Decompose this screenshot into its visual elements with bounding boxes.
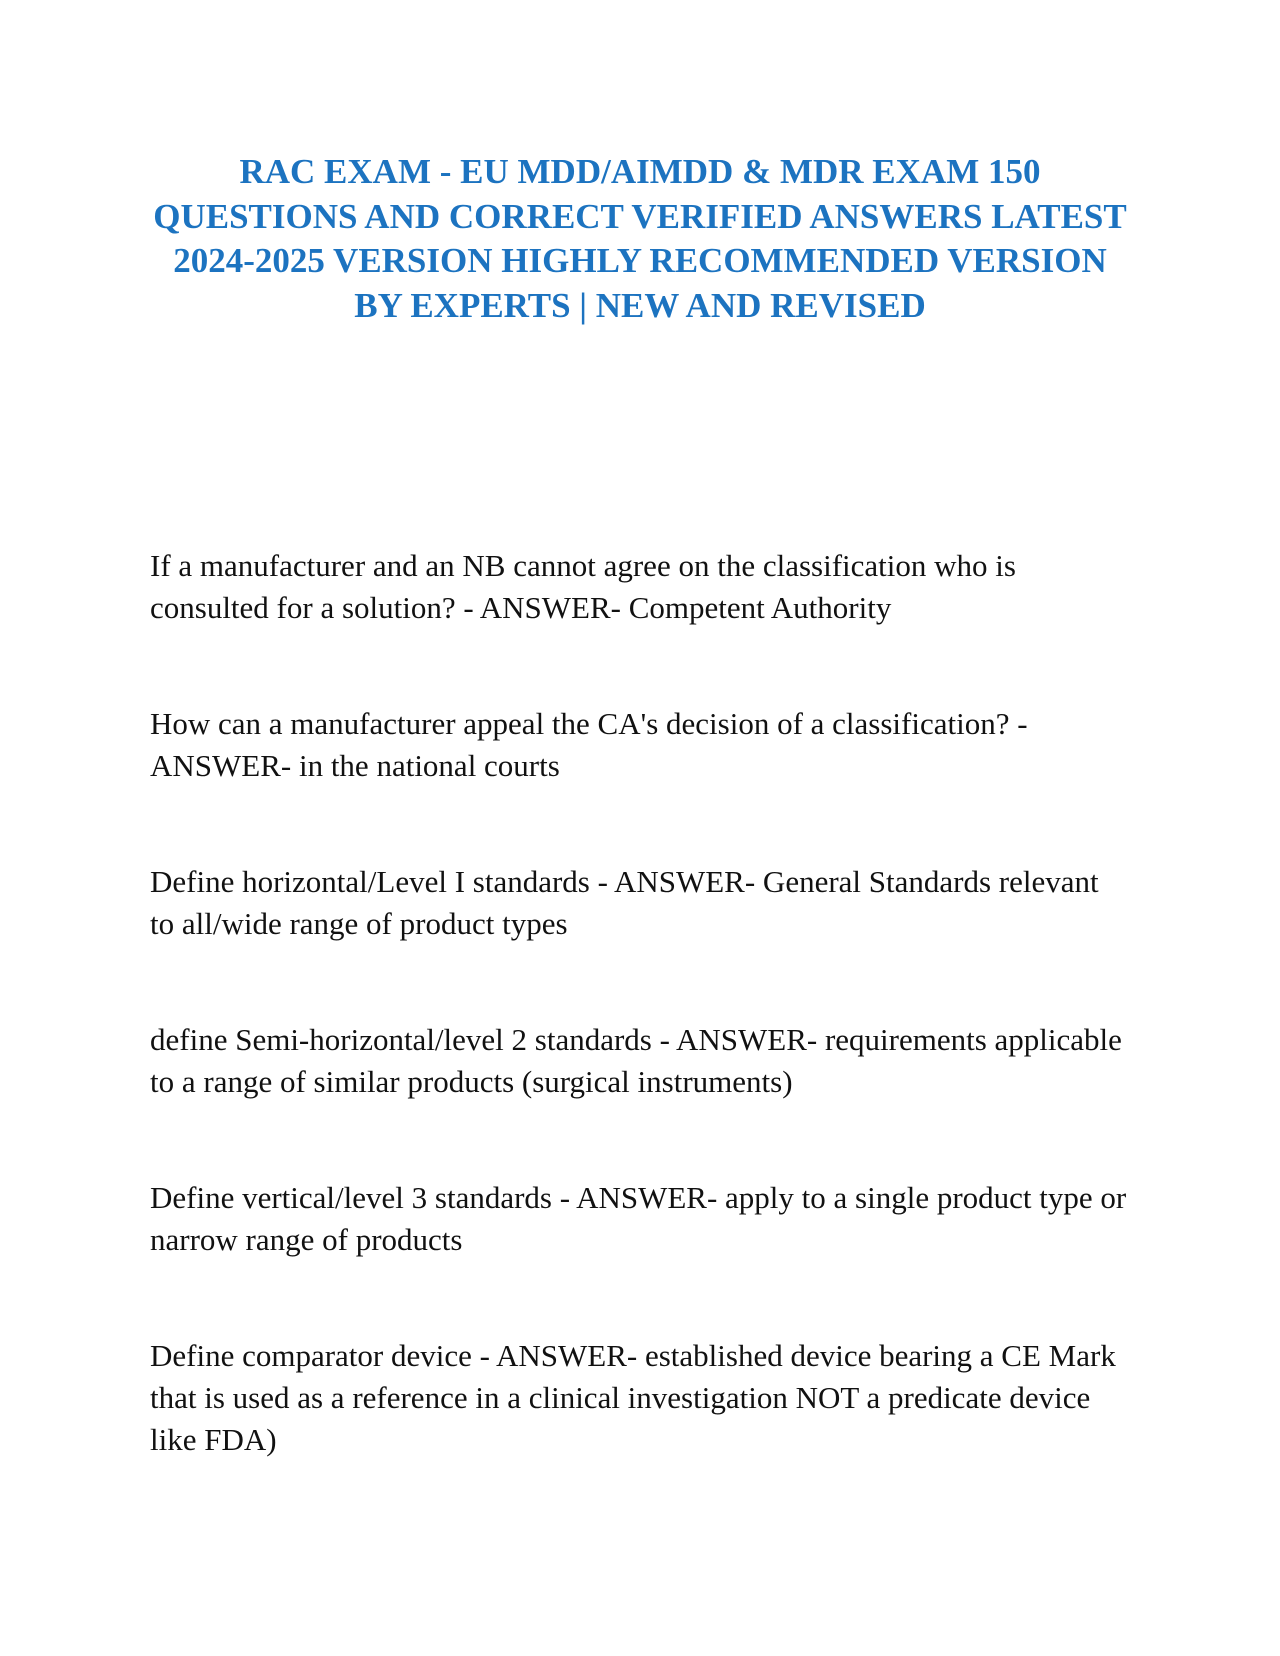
qa-item-appeal-classification: How can a manufacturer appeal the CA's decision of a classification? - ANSWER- in the national courts	[150, 706, 1028, 783]
qa-item-semi-horizontal-standards: define Semi-horizontal/level 2 standards - ANSWER- requirements applicable to a range of similar products (surgical instruments)	[150, 1022, 1122, 1099]
qa-item-horizontal-standards: Define horizontal/Level I standards - ANSWER- General Standards relevant to all/wide range of product types	[150, 864, 1099, 941]
qa-item-vertical-standards: Define vertical/level 3 standards - ANSWER- apply to a single product type or narrow range of products	[150, 1180, 1127, 1257]
qa-item-comparator-device: Define comparator device - ANSWER- established device bearing a CE Mark that is used as a reference in a clinical investigation NOT a predicate device like FDA)	[150, 1338, 1116, 1457]
qa-item-competent-authority: If a manufacturer and an NB cannot agree on the classification who is consulted for a solution? - ANSWER- Competent Authority	[150, 548, 1016, 625]
document-title: RAC EXAM - EU MDD/AIMDD & MDR EXAM 150 QUESTIONS AND CORRECT VERIFIED ANSWERS LATEST 2024-2025 VERSION HIGHLY RECOMMENDED VERSION BY EXPERTS | NEW AND REVISED	[153, 152, 1127, 325]
